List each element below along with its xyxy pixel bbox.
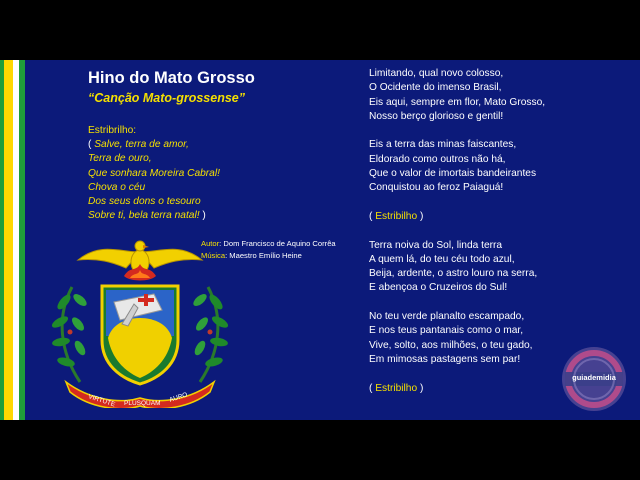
logo-text: guiademidia — [572, 373, 616, 382]
refrain-line — [88, 138, 220, 152]
banner-word: AURO — [168, 391, 189, 404]
coat-of-arms-icon — [50, 232, 230, 408]
paren-open: ( — [369, 382, 376, 394]
laurel-branch-right-icon — [191, 287, 229, 382]
refrain-line-text: Salve, terra de amor, — [94, 139, 189, 151]
refrain-line: Chova o céu — [88, 181, 146, 193]
paren-open: ( — [369, 210, 376, 222]
verse-line: Vive, solto, aos milhões, o teu gado, — [369, 339, 533, 351]
refrain-reference-label: Estribilho — [375, 210, 418, 222]
refrain-line: Terra de ouro, — [88, 153, 152, 165]
verse-line: Eldorado como outros não há, — [369, 153, 506, 165]
music-value: : Maestro Emílio Heine — [225, 250, 302, 260]
banner-word: VIRTUTE — [87, 393, 116, 408]
refrain-label: Estribrilho: — [88, 125, 137, 136]
stanza-3 — [369, 239, 599, 296]
flag-stripe-yellow — [4, 60, 13, 420]
verse-line: A quem lá, do teu céu todo azul, — [369, 253, 515, 265]
refrain-line — [88, 209, 220, 223]
refrain-block — [88, 124, 220, 223]
paren-close: ) — [417, 210, 424, 222]
paren-close: ) — [417, 382, 424, 394]
refrain-reference — [369, 210, 599, 224]
verse-line: Eis a terra das minas faiscantes, — [369, 139, 517, 151]
refrain-close-paren: ) — [199, 210, 206, 222]
refrain-reference-label: Estribilho — [375, 382, 418, 394]
verse-line: Beija, ardente, o astro louro na serra, — [369, 268, 538, 280]
verse-line: E abençoa o Cruzeiros do Sul! — [369, 282, 508, 294]
motto-banner — [66, 382, 214, 408]
verse-line: Limitando, qual novo colosso, — [369, 68, 504, 79]
author-value: : Dom Francisco de Aquino Corrêa — [219, 239, 336, 248]
verse-line: Em mimosas pastagens sem par! — [369, 353, 521, 365]
music-key: Música — [201, 250, 226, 260]
refrain-line-text: Sobre ti, bela terra natal! — [88, 210, 200, 222]
verse-line: Eis aqui, sempre em flor, Mato Grosso, — [369, 96, 546, 108]
verse-line: No teu verde planalto escampado, — [369, 311, 525, 323]
flag-stripe-green-2 — [19, 60, 25, 420]
refrain-open-paren: ( — [88, 139, 95, 151]
verse-line: Conquistou ao feroz Paiaguá! — [369, 182, 504, 194]
video-frame — [0, 60, 640, 420]
verse-line: O Ocidente do imenso Brasil, — [369, 82, 502, 94]
refrain-line: Dos seus dons o tesouro — [88, 196, 201, 208]
anthem-title: Hino do Mato Grosso — [88, 69, 255, 87]
anthem-subtitle: “Canção Mato-grossense” — [88, 91, 245, 105]
shield-icon — [102, 286, 178, 384]
verse-line: Terra noiva do Sol, linda terra — [369, 239, 503, 251]
banner-word: PLUSQUAM — [124, 400, 161, 407]
laurel-branch-left-icon — [50, 287, 88, 382]
refrain-line: Que sonhara Moreira Cabral! — [88, 167, 220, 179]
phoenix-icon — [78, 241, 202, 281]
author-key: Autor — [201, 239, 220, 248]
verse-line: E nos teus pantanais como o mar, — [369, 325, 524, 337]
verse-line: Nosso berço glorioso e gentil! — [369, 110, 504, 122]
verse-line: Que o valor de imortais bandeirantes — [369, 168, 537, 180]
stanza-1 — [369, 67, 599, 124]
stanza-2 — [369, 138, 599, 195]
